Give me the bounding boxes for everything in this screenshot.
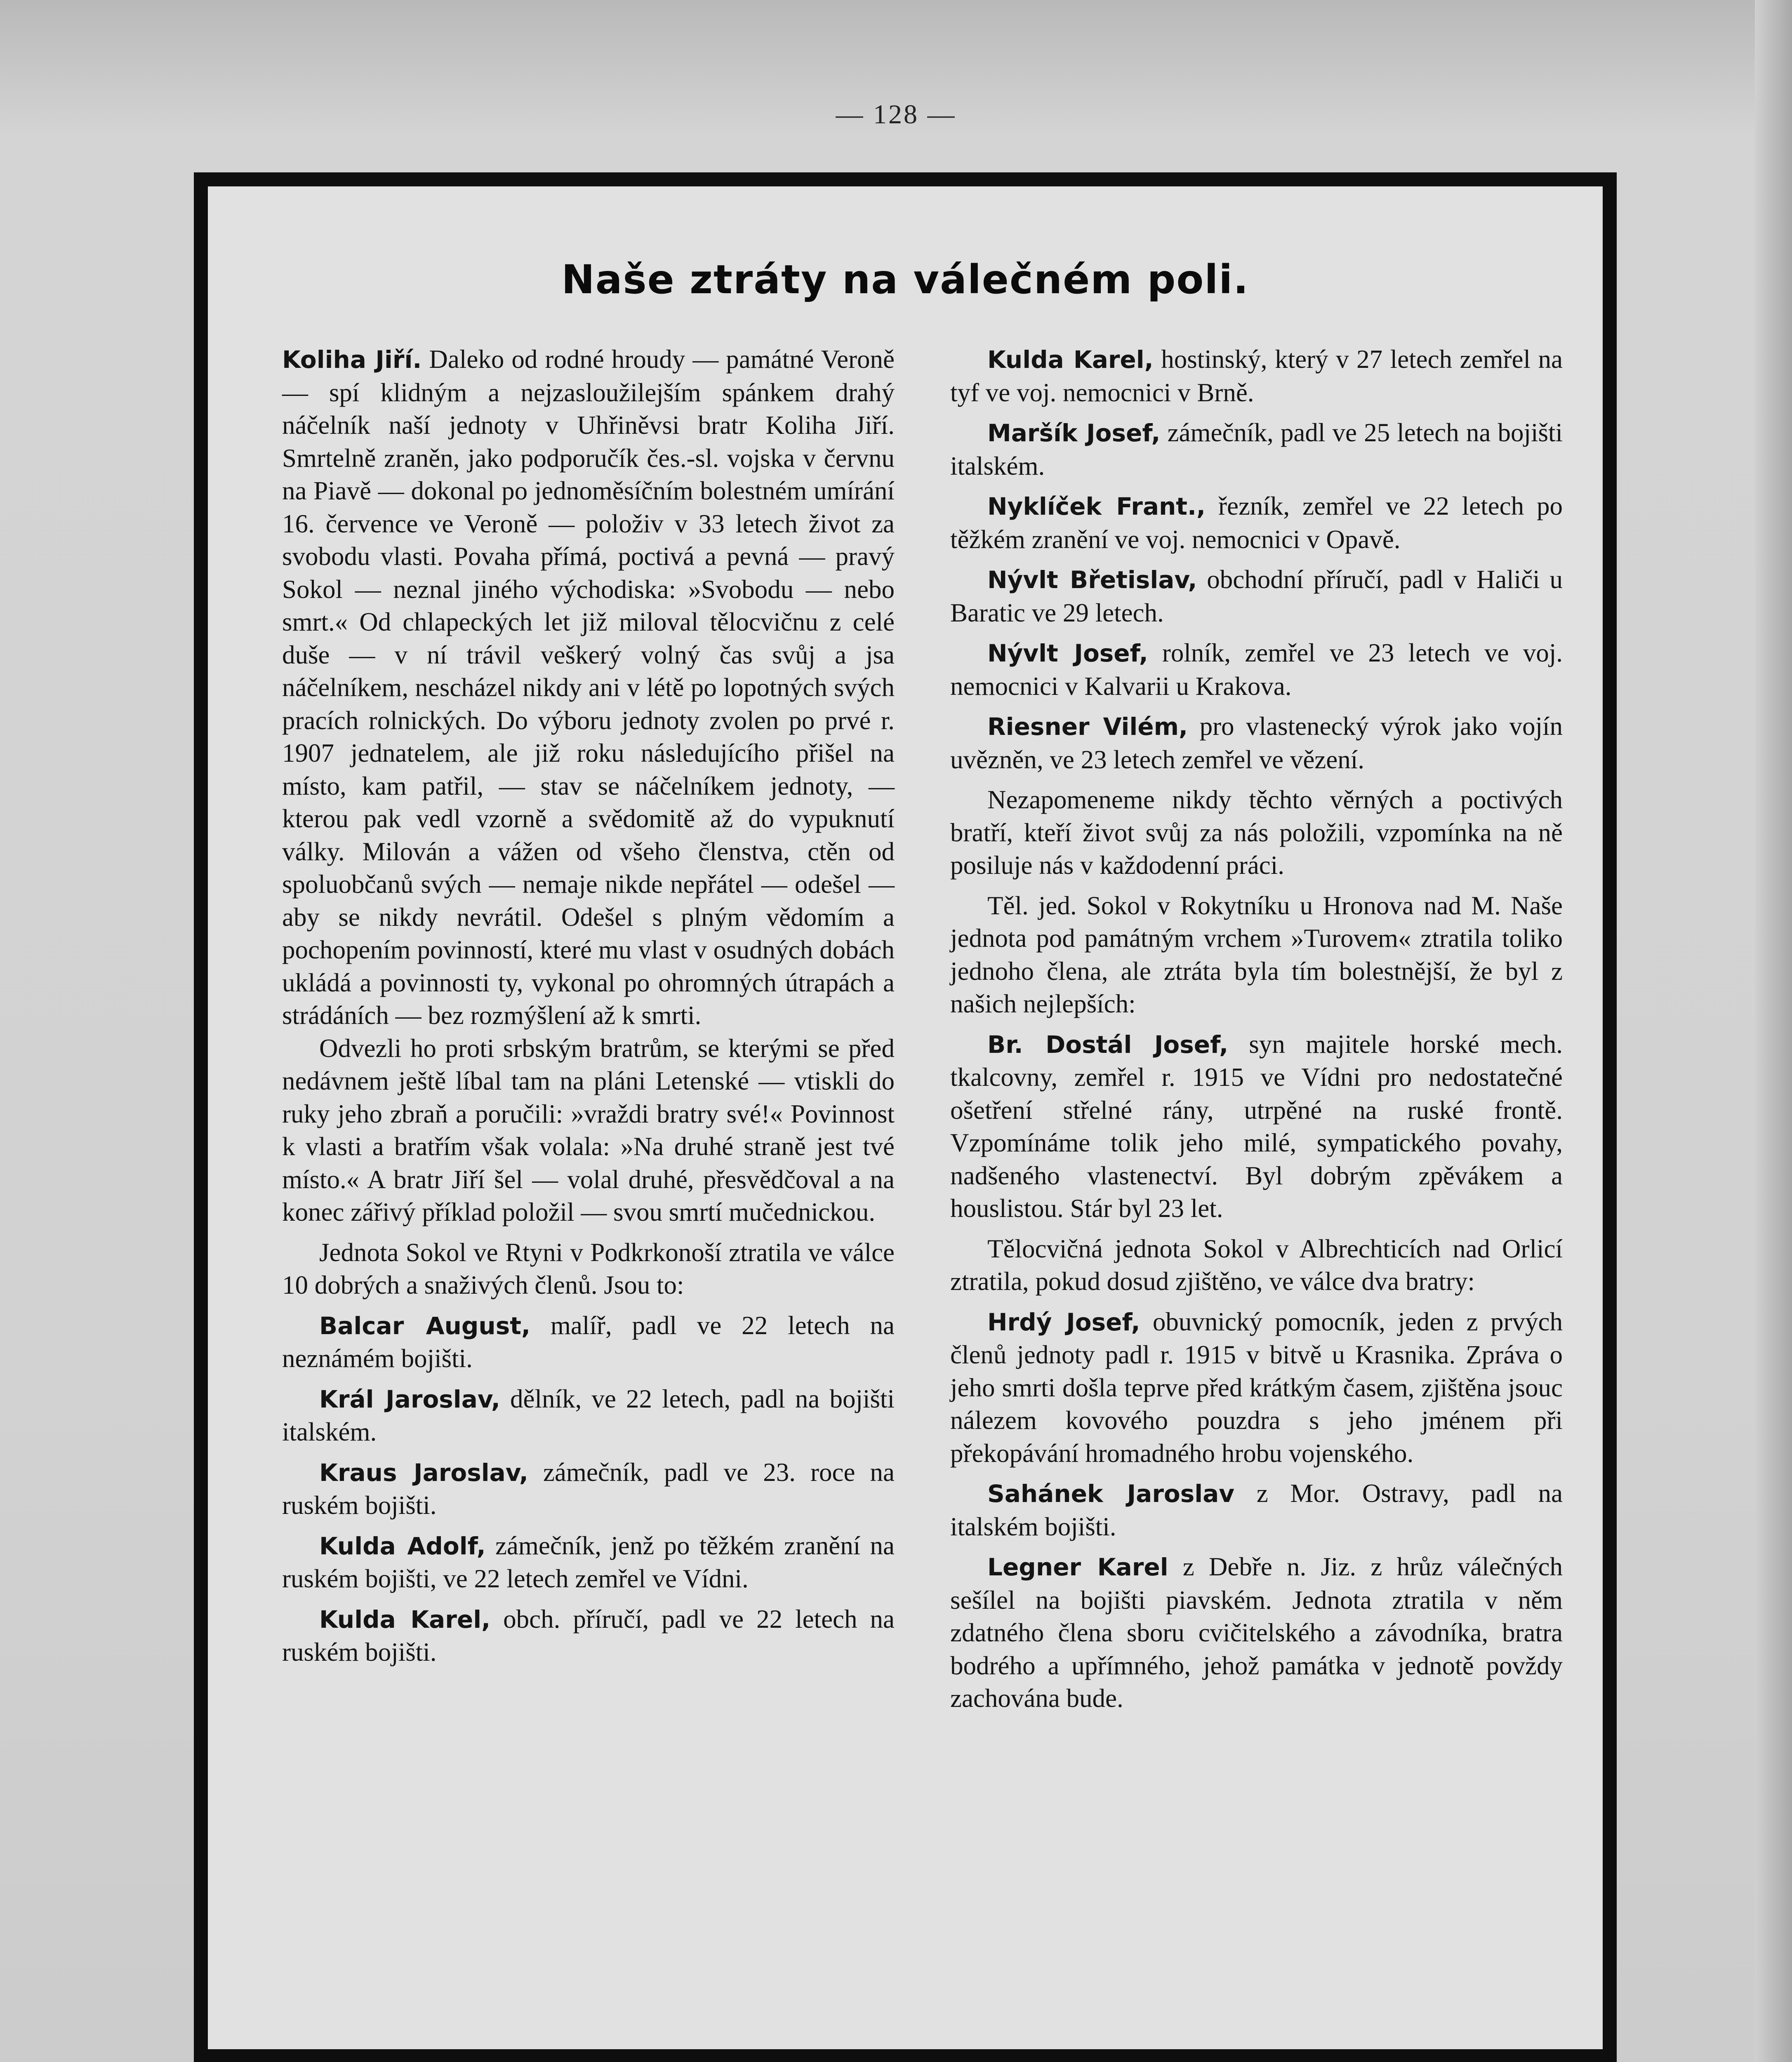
person-name: Br. Dostál Josef, — [987, 1030, 1229, 1059]
person-name: Nyklíček Frant., — [987, 492, 1206, 520]
paragraph-text: Odvezli ho proti srbským bratrům, se kterými se před nedávnem ještě líbal tam na pláni Letenské — vtiskli do ruky jeho zbraň a poručili: »vraždi bratry své!« Povinnost k vlasti a bratřím však volala: »Na druhé straně jest tvé místo.« A bratr Jiří šel — volal druhé, přesvědčoval a na konec zářivý příklad položil — svou smrtí mučednickou. — [282, 1033, 895, 1226]
left-column — [282, 343, 895, 1669]
person-name: Kulda Karel, — [987, 346, 1154, 374]
entry-text: zámečník, padl ve 25 letech na bojišti italském. — [950, 418, 1563, 480]
entry-text: z Debře n. Jiz. z hrůz válečných sešílel na bojišti piavském. Jednota ztratila v něm zdatného člena sboru cvičitelského a závodníka, bratra bodrého a upřímného, jehož památka v jednotě povždy zachována bude. — [950, 1552, 1563, 1713]
entry-nyvlt-bretislav — [950, 563, 1563, 629]
entry-sahanek — [950, 1477, 1563, 1543]
page-number: — 128 — — [836, 99, 956, 129]
black-bordered-article-frame — [194, 172, 1617, 2062]
person-name: Kulda Adolf, — [319, 1532, 486, 1560]
entry-kulda-karel-obch — [282, 1603, 895, 1669]
person-name: Balcar August, — [319, 1311, 530, 1340]
paragraph-text: Těl. jed. Sokol v Rokytníku u Hronova nad M. Naše jednota pod památným vrchem »Turovem« ztratila toliko jednoho člena, ale ztráta byla tím bolestnější, že byl z našich nejlepších: — [950, 891, 1563, 1018]
entry-kulda-adolf — [282, 1530, 895, 1596]
person-name: Nývlt Josef, — [987, 639, 1148, 667]
entry-text: dělník, ve 22 letech, padl na bojišti italském. — [282, 1384, 895, 1446]
article-title: Naše ztráty na válečném poli. — [561, 257, 1249, 303]
paragraph-text: Jednota Sokol ve Rtyni v Podkrkonoší ztratila ve válce 10 dobrých a snaživých členů. Jsou to: — [282, 1238, 895, 1299]
person-name: Kulda Karel, — [319, 1605, 491, 1634]
entry-text: zámečník, jenž po těžkém zranění na ruském bojišti, ve 22 letech zemřel ve Vídni. — [282, 1531, 895, 1593]
entry-text: hostinský, který v 27 letech zemřel na tyf ve voj. nemocnici v Brně. — [950, 345, 1563, 407]
paragraph-text: Nezapomeneme nikdy těchto věrných a poctivých bratří, kteří život svůj za nás položili, vzpomínka na ně posiluje nás v každodenní práci. — [950, 785, 1563, 880]
person-name: Riesner Vilém, — [987, 713, 1188, 741]
entry-kraus — [282, 1456, 895, 1522]
paragraph-koliha — [282, 343, 895, 1032]
entry-text: syn majitele horské mech. tkalcovny, zemřel r. 1915 ve Vídni pro nedostatečné ošetření střelné rány, utrpěné na ruské frontě. Vzpomínáme tolik jeho milé, sympatického povahy, nadšeného vlastenectví. Byl dobrým zpěvákem a houslistou. Stár byl 23 let. — [950, 1029, 1563, 1223]
entry-text: malíř, padl ve 22 letech na neznámém bojišti. — [282, 1311, 895, 1373]
paragraph-rtyne-intro — [282, 1236, 895, 1302]
entry-legner — [950, 1551, 1563, 1715]
entry-hrdy — [950, 1306, 1563, 1470]
person-name: Legner Karel — [987, 1553, 1168, 1581]
entry-text: obuvnický pomocník, jeden z prvých členů jednoty padl r. 1915 v bitvě u Krasnika. Zpráva o jeho smrti došla teprve před krátkým časem, zjištěna jsouc nálezem kovového pouzdra s jeho jménem při překopávání hromadného hrobu vojenského. — [950, 1307, 1563, 1468]
entry-kral — [282, 1383, 895, 1449]
paragraph-nezapomeneme — [950, 784, 1563, 882]
entry-text: obchodní příručí, padl v Haliči u Baratic ve 29 letech. — [950, 565, 1563, 627]
entry-text: obch. příručí, padl ve 22 letech na ruském bojišti. — [282, 1604, 895, 1667]
right-column — [950, 343, 1563, 1715]
entry-text: pro vlastenecký výrok jako vojín uvězněn, ve 23 letech zemřel ve vězení. — [950, 712, 1563, 774]
entry-riesner — [950, 710, 1563, 776]
scan-edge — [1755, 0, 1792, 2062]
person-name: Maršík Josef, — [987, 419, 1161, 447]
person-name: Koliha Jiří. — [282, 346, 422, 374]
paragraph-albrechtice-intro — [950, 1233, 1563, 1298]
person-name: Nývlt Břetislav, — [987, 566, 1197, 594]
entry-marsik — [950, 417, 1563, 483]
entry-dostal — [950, 1028, 1563, 1225]
entry-nyvlt-josef — [950, 637, 1563, 703]
entry-text: zámečník, padl ve 23. roce na ruském bojišti. — [282, 1457, 895, 1520]
entry-kulda-karel-hostinsky — [950, 343, 1563, 409]
person-name: Sahánek Jaroslav — [987, 1480, 1235, 1508]
entry-text: z Mor. Ostravy, padl na italském bojišti. — [950, 1479, 1563, 1541]
entry-text: řezník, zemřel ve 22 letech po těžkém zranění ve voj. nemocnici v Opavě. — [950, 492, 1563, 554]
person-name: Hrdý Josef, — [987, 1308, 1140, 1336]
entry-text: rolník, zemřel ve 23 letech ve voj. nemocnici v Kalvarii u Krakova. — [950, 638, 1563, 701]
entry-balcar — [282, 1309, 895, 1375]
person-name: Kraus Jaroslav, — [319, 1458, 528, 1487]
entry-nyklicek — [950, 490, 1563, 556]
paragraph-text: Tělocvičná jednota Sokol v Albrechticích nad Orlicí ztratila, pokud dosud zjištěno, ve válce dva bratry: — [950, 1234, 1563, 1296]
paragraph-rokytnik-intro — [950, 890, 1563, 1021]
person-name: Král Jaroslav, — [319, 1385, 500, 1413]
paragraph-text: Daleko od rodné hroudy — památné Veroně — spí klidným a nejzasloužilejším spánkem drahý náčelník naší jednoty v Uhřiněvsi bratr Koliha Jiří. Smrtelně zraněn, jako podporučík čes.-sl. vojska v červnu na Piavě — dokonal po jednoměsíčním bolestném umírání 16. července ve Veroně — položiv v 33 letech život za svobodu vlasti. Povaha přímá, poctivá a pevná — pravý Sokol — neznal jiného východiska: »Svobodu — nebo smrt.« Od chlapeckých let již miloval tělocvičnu z celé duše — v ní trávil veškerý volný čas svůj a jsa náčelníkem, nescházel nikdy ani v létě po lopotných svých pracích rolnických. Do výboru jednoty zvolen po prvé r. 1907 jednatelem, ale již roku následujícího přišel na místo, kam patřil, — stav se náčelníkem jednoty, — kterou pak vedl vzorně a svědomitě až do vypuknutí války. Milován a vážen od všeho členstva, ctěn od spoluobčanů svých — nemaje nikde nepřátel — odešel — aby se nikdy nevrátil. Odešel s plným vědomím a pochopením povinností, které mu vlast v osudných dobách ukládá a povinnosti ty, vykonal po ohromných útrapách a strádáních — bez rozmýšlení až k smrti. — [282, 345, 895, 1030]
paragraph-odvezli — [282, 1032, 895, 1229]
